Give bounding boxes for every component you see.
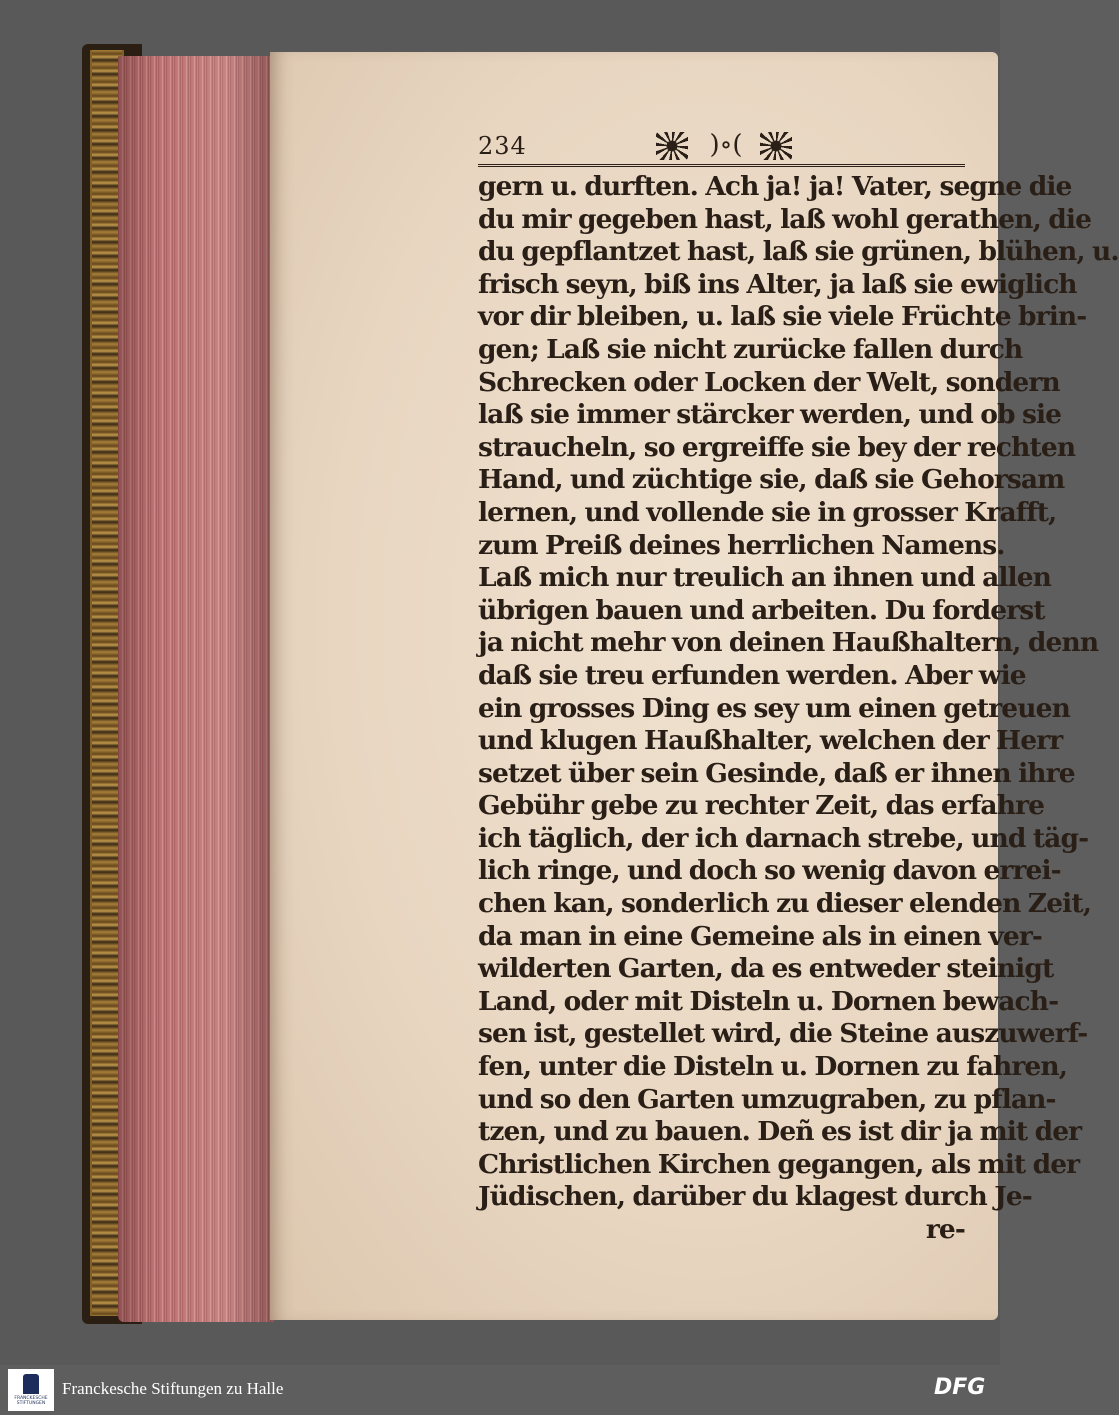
text-line: frisch seyn, biß ins Alter, ja laß sie ewiglich — [478, 268, 1077, 300]
text-line: fen, unter die Disteln u. Dornen zu fahren, — [478, 1051, 1068, 1083]
text-line: gern u. durften. Ach ja! ja! Vater, segne die — [478, 171, 1072, 202]
footer-bar — [0, 1365, 1000, 1415]
text-line: Gebühr gebe zu rechter Zeit, das erfahre — [478, 790, 1045, 822]
text-line: da man in eine Gemeine als in einen ver- — [478, 920, 1042, 952]
logo-wordmark: FRANCKESCHE STIFTUNGEN — [14, 1396, 48, 1406]
text-line: und klugen Haußhalter, welchen der Herr — [478, 725, 1063, 757]
text-line: gen; Laß sie nicht zurücke fallen durch — [478, 333, 1023, 365]
text-line: du gepflantzet hast, laß sie grünen, blühen, u. — [478, 236, 1119, 268]
text-line: vor dir bleiben, u. laß sie viele Früchte brin- — [478, 301, 1087, 333]
text-line: ein grosses Ding es sey um einen getreuen — [478, 692, 1070, 724]
text-line: ja nicht mehr von deinen Haußhaltern, denn — [478, 627, 1099, 659]
text-line: sen ist, gestellet wird, die Steine auszuwerf- — [478, 1018, 1088, 1050]
text-line: und so den Garten umzugraben, zu pflan- — [478, 1083, 1056, 1115]
text-line: tzen, und zu bauen. Deñ es ist dir ja mit der — [478, 1116, 1082, 1148]
text-line: straucheln, so ergreiffe sie bey der rechten — [478, 431, 1076, 463]
text-line: ich täglich, der ich darnach strebe, und täg- — [478, 822, 1089, 854]
text-line: Hand, und züchtige sie, daß sie Gehorsam — [478, 464, 1065, 496]
text-line: Christlichen Kirchen gegangen, als mit der — [478, 1148, 1080, 1180]
text-line: chen kan, sonderlich zu dieser elenden Zeit, — [478, 888, 1092, 920]
header-ornament-left-icon — [656, 132, 688, 160]
foundation-emblem-icon — [23, 1374, 39, 1394]
text-line: lernen, und vollende sie in grosser Krafft, — [478, 496, 1057, 528]
text-line: übrigen bauen und arbeiten. Du forderst — [478, 594, 1045, 626]
text-line: Schrecken oder Locken der Welt, sondern — [478, 366, 1060, 398]
catchword: re- — [925, 1214, 965, 1245]
text-line: Jüdischen, darüber du klagest durch Je- — [478, 1181, 1032, 1213]
dfg-logo[interactable]: DFG — [934, 1375, 986, 1400]
franckesche-stiftungen-logo[interactable] — [8, 1369, 54, 1411]
page-fore-edge — [118, 56, 274, 1322]
text-line: Land, oder mit Disteln u. Dornen bewach- — [478, 985, 1059, 1017]
header-mark: )∘( — [709, 130, 743, 160]
text-line: Laß mich nur treulich an ihnen und allen — [478, 562, 1052, 594]
running-header — [478, 130, 965, 167]
page-number: 234 — [478, 132, 527, 160]
body-text — [478, 171, 1119, 1214]
footer-caption: Franckesche Stiftungen zu Halle — [62, 1379, 284, 1398]
text-line: du mir gegeben hast, laß wohl gerathen, die — [478, 203, 1092, 235]
text-line: lich ringe, und doch so wenig davon errei- — [478, 855, 1061, 887]
text-line: wilderten Garten, da es entweder steinigt — [478, 953, 1054, 985]
text-line: laß sie immer stärcker werden, und ob sie — [478, 399, 1062, 431]
text-line: zum Preiß deines herrlichen Namens. — [478, 529, 1005, 561]
text-line: setzet über sein Gesinde, daß er ihnen ihre — [478, 757, 1075, 789]
page-text-block — [478, 130, 1119, 1247]
header-ornament-right-icon — [760, 132, 792, 160]
text-line: daß sie treu erfunden werden. Aber wie — [478, 659, 1026, 691]
